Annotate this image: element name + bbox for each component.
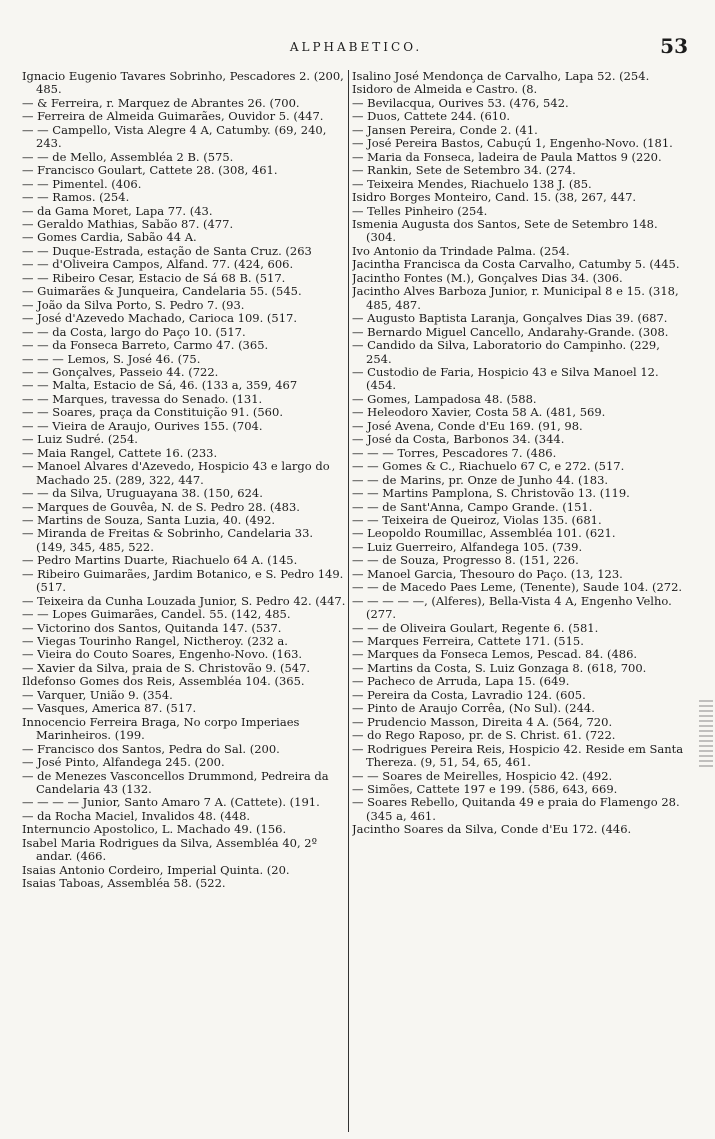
directory-entry: — — — — Junior, Santo Amaro 7 A. (Cattete). (191.: [22, 795, 320, 810]
directory-entry: — Bevilacqua, Ourives 53. (476, 542.: [352, 95, 569, 110]
directory-entry: — Custodio de Faria, Hospicio 43 e Silva Manoel 12. (454.: [352, 364, 659, 393]
directory-entry: — Maria da Fonseca, ladeira de Paula Mattos 9 (220.: [352, 149, 662, 164]
directory-entry: — Telles Pinheiro (254.: [352, 203, 488, 218]
directory-entry: — Teixeira da Cunha Louzada Junior, S. Pedro 42. (447.: [22, 593, 346, 608]
directory-entry: — Teixeira Mendes, Riachuelo 138 J. (85.: [352, 176, 592, 191]
directory-entry: — — Pimentel. (406.: [22, 176, 142, 191]
directory-entry: — — Duque-Estrada, estação de Santa Cruz. (263: [22, 243, 312, 258]
directory-entry: — Luiz Guerreiro, Alfandega 105. (739.: [352, 539, 583, 554]
directory-entry: — Martins da Costa, S. Luiz Gonzaga 8. (618, 700.: [352, 660, 647, 675]
directory-entry: — — Soares, praça da Constituição 91. (560.: [22, 405, 283, 420]
directory-entry: Jacintho Soares da Silva, Conde d'Eu 172. (446.: [352, 822, 632, 837]
directory-entry: — — — Torres, Pescadores 7. (486.: [352, 445, 557, 460]
directory-entry: — Manoel Garcia, Thesouro do Paço. (13, 123.: [352, 566, 623, 581]
directory-entry: — — de Mello, Assembléa 2 B. (575.: [22, 149, 234, 164]
directory-entry: — Varquer, União 9. (354.: [22, 687, 173, 702]
directory-entry: — — de Sant'Anna, Campo Grande. (151.: [352, 499, 593, 514]
directory-entry: — — Marques, travessa do Senado. (131.: [22, 391, 263, 406]
directory-entry: — José d'Azevedo Machado, Carioca 109. (517.: [22, 311, 297, 326]
directory-entry: — Xavier da Silva, praia de S. Christovão 9. (547.: [22, 660, 311, 675]
directory-entry: — Francisco dos Santos, Pedra do Sal. (200.: [22, 741, 280, 756]
directory-entry: — Pereira da Costa, Lavradio 124. (605.: [352, 687, 586, 702]
right-column: [352, 70, 684, 1132]
directory-entry: — Augusto Baptista Laranja, Gonçalves Dias 39. (687.: [352, 311, 668, 326]
directory-entry: Ildefonso Gomes dos Reis, Assembléa 104. (365.: [22, 674, 305, 689]
directory-entry: — Maia Rangel, Cattete 16. (233.: [22, 445, 218, 460]
directory-entry: — Marques de Gouvêa, N. de S. Pedro 28. (483.: [22, 499, 300, 514]
directory-entry: — — — — —, (Alferes), Bella-Vista 4 A, Engenho Velho. (277.: [352, 593, 672, 622]
directory-entry: — José Avena, Conde d'Eu 169. (91, 98.: [352, 418, 583, 433]
directory-entry: — Ferreira de Almeida Guimarães, Ouvidor 5. (447.: [22, 109, 324, 124]
directory-entry: Ivo Antonio da Trindade Palma. (254.: [352, 243, 570, 258]
directory-entry: — Geraldo Mathias, Sabão 87. (477.: [22, 216, 234, 231]
directory-entry: — Candido da Silva, Laboratorio do Campinho. (229, 254.: [352, 338, 660, 366]
directory-entry: — — Vieira de Araujo, Ourives 155. (704.: [22, 418, 263, 433]
directory-entry: — — da Costa, largo do Paço 10. (517.: [22, 324, 246, 339]
left-column: [22, 70, 346, 1132]
directory-entry: — — Ribeiro Cesar, Estacio de Sá 68 B. (517.: [22, 270, 286, 285]
directory-entry: Jacintha Francisca da Costa Carvalho, Catumby 5. (445.: [352, 257, 680, 272]
directory-entry: — — Gomes & C., Riachuelo 67 C, e 272. (517.: [352, 459, 625, 474]
column-divider: [348, 70, 349, 1132]
directory-entry: — Marques da Fonseca Lemos, Pescad. 84. (486.: [352, 647, 638, 662]
directory-entry: Internuncio Apostolico, L. Machado 49. (156.: [22, 822, 287, 837]
directory-entry: — — da Fonseca Barreto, Carmo 47. (365.: [22, 338, 269, 353]
directory-entry: — Manoel Alvares d'Azevedo, Hospicio 43 e largo do Machado 25. (289, 322, 447.: [22, 459, 330, 487]
page-number: 53: [660, 34, 688, 58]
directory-entry: — Bernardo Miguel Cancello, Andarahy-Grande. (308.: [352, 324, 669, 339]
directory-entry: — — Teixeira de Queiroz, Violas 135. (681.: [352, 512, 602, 527]
directory-entry: — — de Oliveira Goulart, Regente 6. (581.: [352, 620, 599, 635]
directory-entry: — Pinto de Araujo Corrêa, (No Sul). (244.: [352, 701, 595, 716]
directory-entry: Isabel Maria Rodrigues da Silva, Assembléa 40, 2º andar. (466.: [22, 835, 317, 864]
directory-entry: Isidoro de Almeida e Castro. (8.: [352, 82, 538, 97]
directory-entry: — do Rego Raposo, pr. de S. Christ. 61. (722.: [352, 728, 616, 743]
directory-entry: — — de Souza, Progresso 8. (151, 226.: [352, 553, 579, 568]
directory-entry: — Vasques, America 87. (517.: [22, 701, 197, 716]
directory-entry: — Simões, Cattete 197 e 199. (586, 643, 669.: [352, 782, 618, 797]
directory-entry: Ismenia Augusta dos Santos, Sete de Setembro 148. (304.: [352, 216, 658, 245]
directory-entry: — — de Macedo Paes Leme, (Tenente), Saude 104. (272.: [352, 580, 683, 595]
directory-entry: — Luiz Sudré. (254.: [22, 432, 138, 447]
directory-entry: — — da Silva, Uruguayana 38. (150, 624.: [22, 486, 263, 501]
directory-entry: — da Rocha Maciel, Invalidos 48. (448.: [22, 808, 251, 823]
directory-entry: — Duos, Cattete 244. (610.: [352, 109, 511, 124]
directory-entry: — — de Marins, pr. Onze de Junho 44. (183.: [352, 472, 609, 487]
directory-entry: — Vieira do Couto Soares, Engenho-Novo. (163.: [22, 647, 303, 662]
directory-entry: — da Gama Moret, Lapa 77. (43.: [22, 203, 213, 218]
directory-entry: — — Lopes Guimarães, Candel. 55. (142, 485.: [22, 607, 291, 622]
directory-entry: — de Menezes Vasconcellos Drummond, Pedreira da Candelaria 43 (132.: [22, 768, 329, 797]
directory-entry: — Jansen Pereira, Conde 2. (41.: [352, 122, 538, 137]
directory-entry: — Marques Ferreira, Cattete 171. (515.: [352, 634, 584, 649]
page-title: ALPHABETICO.: [289, 40, 423, 54]
directory-entry: — Ribeiro Guimarães, Jardim Botanico, e S. Pedro 149. (517.: [22, 566, 344, 595]
directory-entry: — Viegas Tourinho Rangel, Nictheroy. (232 a.: [22, 634, 288, 649]
directory-entry: — Pedro Martins Duarte, Riachuelo 64 A. (145.: [22, 553, 298, 568]
directory-entry: — Leopoldo Roumillac, Assembléa 101. (621.: [352, 526, 616, 541]
directory-entry: — João da Silva Porto, S. Pedro 7. (93.: [22, 297, 245, 312]
directory-entry: Isaias Antonio Cordeiro, Imperial Quinta. (20.: [22, 862, 290, 877]
directory-entry: — — Soares de Meirelles, Hospicio 42. (492.: [352, 768, 613, 783]
directory-entry: — — Campello, Vista Alegre 4 A, Catumby. (69, 240, 243.: [22, 122, 327, 151]
directory-entry: — Rankin, Sete de Setembro 34. (274.: [352, 163, 576, 178]
directory-entry: — — Gonçalves, Passeio 44. (722.: [22, 364, 219, 379]
directory-entry: — & Ferreira, r. Marquez de Abrantes 26. (700.: [22, 95, 300, 110]
page-edge-mark: [699, 700, 713, 770]
directory-entry: — — — Lemos, S. José 46. (75.: [22, 351, 201, 366]
directory-entry: Jacintho Fontes (M.), Gonçalves Dias 34. (306.: [352, 270, 623, 285]
page-header: [24, 34, 688, 64]
directory-entry: — Francisco Goulart, Cattete 28. (308, 461.: [22, 163, 278, 178]
directory-entry: — Miranda de Freitas & Sobrinho, Candelaria 33. (149, 345, 485, 522.: [22, 526, 314, 554]
directory-entry: — Victorino dos Santos, Quitanda 147. (537.: [22, 620, 282, 635]
directory-entry: — — Malta, Estacio de Sá, 46. (133 a, 359, 467: [22, 378, 298, 393]
directory-entry: — Soares Rebello, Quitanda 49 e praia do Flamengo 28. (345 a, 461.: [352, 795, 680, 823]
directory-entry: — — Ramos. (254.: [22, 190, 130, 205]
directory-entry: Ignacio Eugenio Tavares Sobrinho, Pescadores 2. (200, 485.: [22, 70, 344, 97]
directory-entry: — Heleodoro Xavier, Costa 58 A. (481, 569.: [352, 405, 606, 420]
directory-entry: — José Pereira Bastos, Cabuçú 1, Engenho-Novo. (181.: [352, 136, 673, 151]
directory-entry: — José Pinto, Alfandega 245. (200.: [22, 755, 225, 770]
directory-entry: — Guimarães & Junqueira, Candelaria 55. (545.: [22, 284, 302, 299]
directory-entry: Isaias Taboas, Assembléa 58. (522.: [22, 876, 226, 891]
directory-entry: — Gomes Cardia, Sabão 44 A.: [22, 230, 197, 245]
directory-entry: — Gomes, Lampadosa 48. (588.: [352, 391, 537, 406]
directory-entry: Innocencio Ferreira Braga, No corpo Imperiaes Marinheiros. (199.: [22, 714, 300, 743]
directory-entry: — Pacheco de Arruda, Lapa 15. (649.: [352, 674, 570, 689]
directory-entry: — — Martins Pamplona, S. Christovão 13. (119.: [352, 486, 630, 501]
directory-entry: — — d'Oliveira Campos, Alfand. 77. (424, 606.: [22, 257, 294, 272]
directory-entry: Isidro Borges Monteiro, Cand. 15. (38, 267, 447.: [352, 190, 637, 205]
directory-entry: Jacintho Alves Barboza Junior, r. Municipal 8 e 15. (318, 485, 487.: [352, 284, 679, 312]
directory-entry: — Martins de Souza, Santa Luzia, 40. (492.: [22, 512, 276, 527]
directory-entry: — Prudencio Masson, Direita 4 A. (564, 720.: [352, 714, 613, 729]
directory-entry: — José da Costa, Barbonos 34. (344.: [352, 432, 565, 447]
directory-entry: Isalino José Mendonça de Carvalho, Lapa 52. (254.: [352, 70, 650, 83]
directory-entry: — Rodrigues Pereira Reis, Hospicio 42. Reside em Santa Thereza. (9, 51, 54, 65, 461.: [352, 741, 684, 770]
